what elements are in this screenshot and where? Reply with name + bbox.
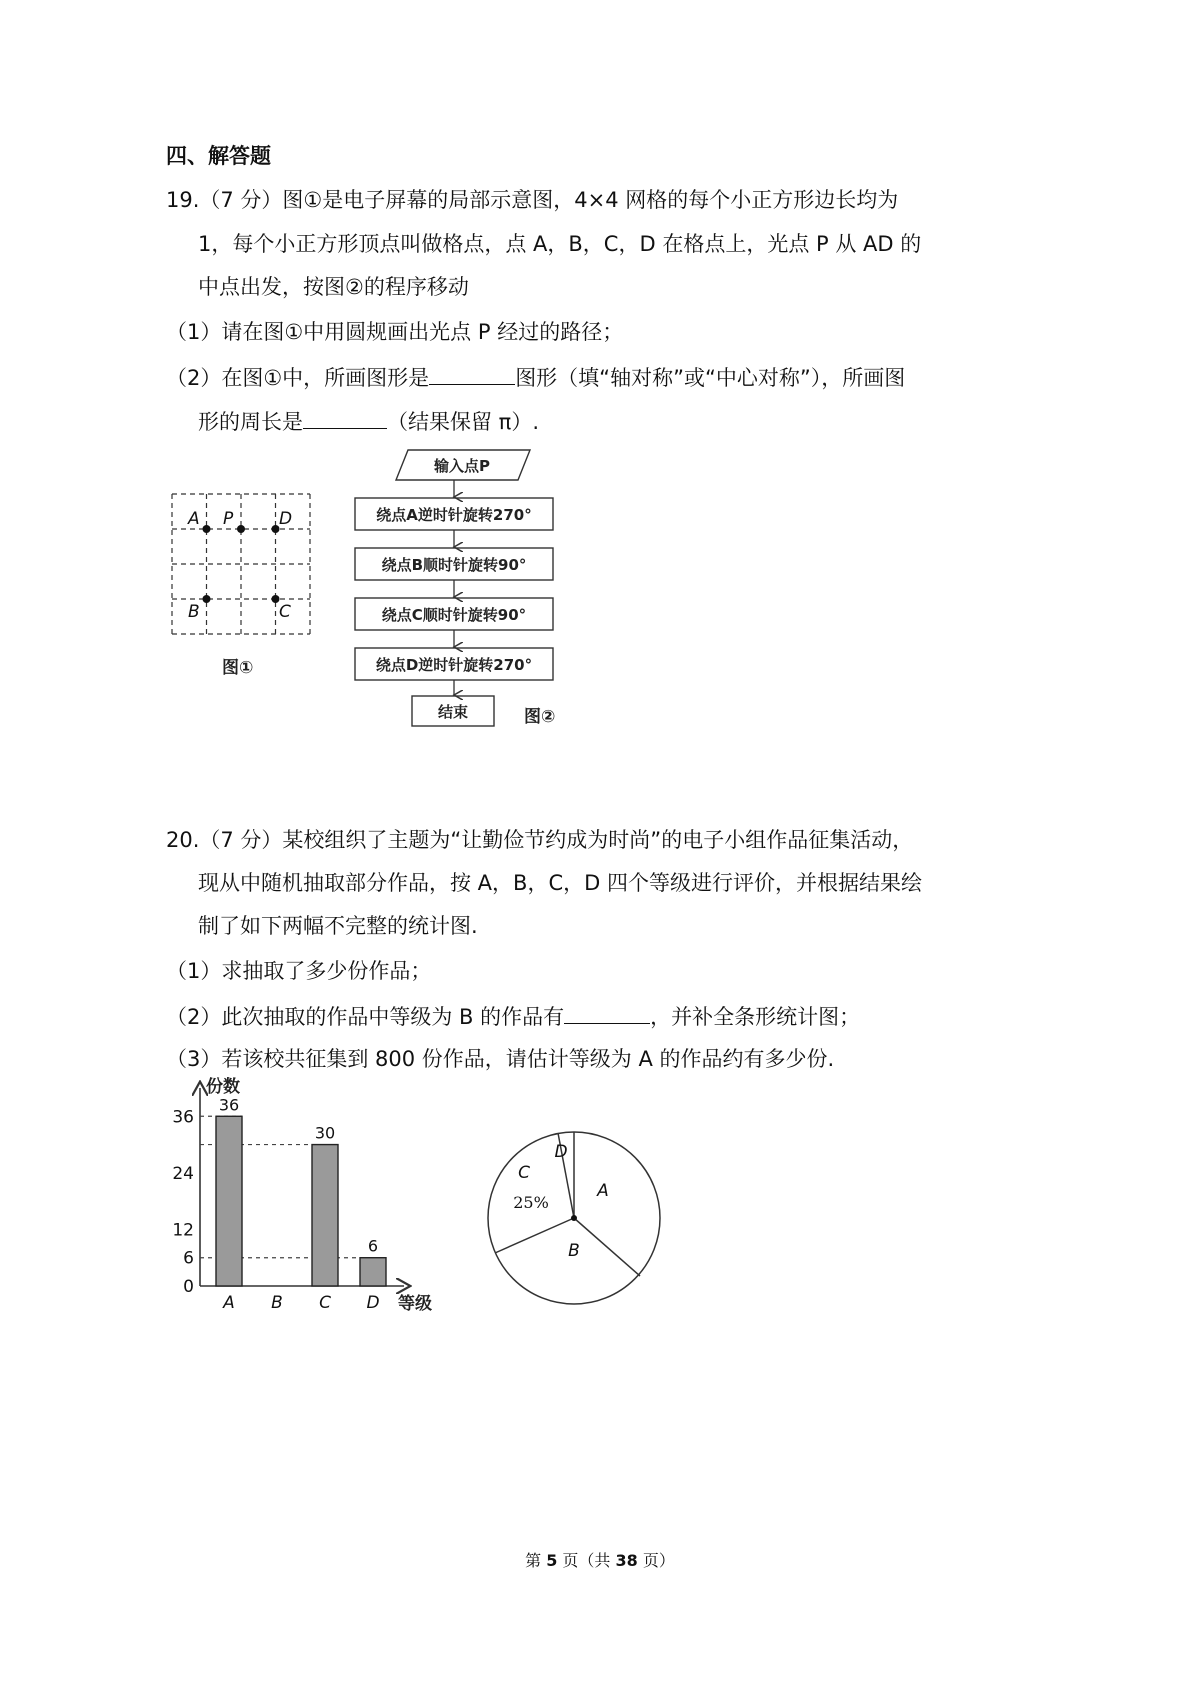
q19-line1: 19.（7 分）图①是电子屏幕的局部示意图，4×4 网格的每个小正方形边长均为 bbox=[166, 188, 899, 212]
flow-step-1: 绕点A逆时针旋转270° bbox=[376, 506, 532, 524]
figure-1-caption: 图① bbox=[222, 658, 254, 678]
bar-category-label: D bbox=[366, 1293, 380, 1313]
point-p-dot bbox=[237, 525, 245, 533]
q19-part2-text-c: 形的周长是 bbox=[198, 410, 303, 434]
bar-value-label: 30 bbox=[314, 1123, 336, 1143]
label-b: B bbox=[188, 602, 200, 622]
bar-chart bbox=[160, 1076, 450, 1324]
bar-y-tick-label: 24 bbox=[172, 1163, 194, 1184]
flow-step-3: 绕点C顺时针旋转90° bbox=[381, 606, 527, 624]
footer-total-pages: 38 bbox=[615, 1551, 638, 1570]
bar-y-tick-label: 36 bbox=[172, 1107, 194, 1128]
footer-page-number: 5 bbox=[546, 1551, 558, 1570]
label-p: P bbox=[223, 509, 234, 529]
q19-part2-text-d: （结果保留 π）. bbox=[387, 410, 539, 434]
q20-part2-line bbox=[166, 1001, 860, 1031]
bar-y-tick-label: 12 bbox=[172, 1220, 194, 1241]
pie-label-d: D bbox=[554, 1142, 568, 1162]
q19-part2-text-b: 图形（填“轴对称”或“中心对称”），所画图 bbox=[515, 366, 906, 390]
bar-a bbox=[216, 1116, 242, 1286]
q20-line1: 20.（7 分）某校组织了主题为“让勤俭节约成为时尚”的电子小组作品征集活动， bbox=[166, 828, 914, 852]
point-a-dot bbox=[203, 525, 211, 533]
q20-part3: （3）若该校共征集到 800 份作品，请估计等级为 A 的作品约有多少份. bbox=[166, 1047, 835, 1071]
footer-suffix: 页） bbox=[637, 1551, 675, 1570]
q19-part1: （1）请在图①中用圆规画出光点 P 经过的路径； bbox=[166, 320, 624, 344]
footer-prefix: 第 bbox=[525, 1551, 547, 1570]
bar-chart-xlabel: 等级 bbox=[398, 1294, 432, 1314]
figure-2-caption: 图② bbox=[524, 707, 556, 727]
answer-blank-perimeter[interactable] bbox=[303, 406, 387, 429]
label-c: C bbox=[279, 602, 291, 622]
footer-middle: 页（共 bbox=[557, 1551, 616, 1570]
flow-step-4: 绕点D逆时针旋转270° bbox=[375, 656, 533, 674]
flow-step-input: 输入点P bbox=[434, 457, 490, 475]
label-d: D bbox=[279, 509, 293, 529]
q19-part2-text-a: （2）在图①中，所画图形是 bbox=[166, 366, 430, 390]
pie-label-c: C bbox=[518, 1163, 530, 1183]
q20-part2-text-b: ，并补全条形统计图； bbox=[650, 1005, 861, 1029]
pie-chart bbox=[480, 1126, 680, 1326]
q19-line3: 中点出发，按图②的程序移动 bbox=[198, 275, 469, 299]
section-heading: 四、解答题 bbox=[166, 144, 271, 168]
point-b-dot bbox=[203, 595, 211, 603]
bar-category-label: A bbox=[223, 1293, 235, 1313]
answer-blank-grade-b[interactable] bbox=[564, 1001, 650, 1024]
flow-step-2: 绕点B顺时针旋转90° bbox=[381, 556, 527, 574]
bar-chart-ylabel: 份数 bbox=[206, 1077, 240, 1097]
answer-blank-symmetry[interactable] bbox=[429, 362, 515, 385]
bar-value-label: 6 bbox=[367, 1236, 379, 1256]
pie-label-a: A bbox=[597, 1181, 609, 1201]
q20-part2-text-a: （2）此次抽取的作品中等级为 B 的作品有 bbox=[166, 1005, 565, 1029]
q20-part1: （1）求抽取了多少份作品； bbox=[166, 959, 432, 983]
figure-1-grid bbox=[160, 480, 330, 690]
flow-step-end: 结束 bbox=[437, 703, 469, 721]
label-a: A bbox=[188, 509, 200, 529]
q19-part2-line bbox=[166, 362, 905, 392]
bar-category-label: B bbox=[271, 1293, 283, 1313]
bar-d bbox=[360, 1258, 386, 1286]
pie-percent-c: 25% bbox=[513, 1193, 549, 1212]
page-footer bbox=[0, 1548, 1200, 1571]
bar-y-tick-label: 0 bbox=[183, 1277, 194, 1297]
bar-category-label: C bbox=[319, 1293, 331, 1313]
q20-line2: 现从中随机抽取部分作品，按 A，B，C，D 四个等级进行评价，并根据结果绘 bbox=[198, 871, 922, 895]
bar-c bbox=[312, 1145, 338, 1286]
q19-line2: 1，每个小正方形顶点叫做格点，点 A，B，C，D 在格点上，光点 P 从 AD 的 bbox=[198, 232, 922, 256]
q19-part2-line2 bbox=[198, 406, 539, 436]
bar-y-tick-label: 6 bbox=[183, 1248, 194, 1269]
bar-value-label: 36 bbox=[218, 1095, 240, 1115]
q20-line3: 制了如下两幅不完整的统计图. bbox=[198, 914, 478, 938]
pie-label-b: B bbox=[568, 1241, 580, 1261]
figure-2-flowchart bbox=[350, 440, 610, 740]
